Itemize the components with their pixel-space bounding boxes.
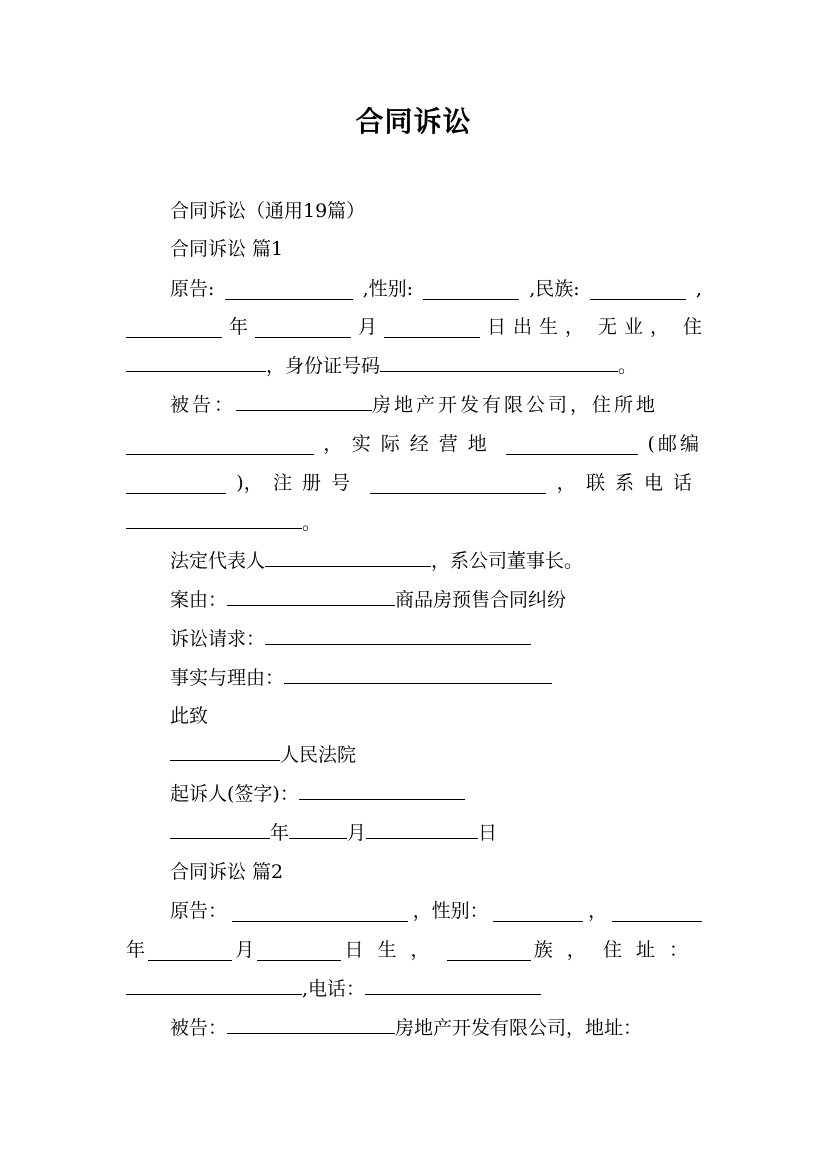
paragraph-plaintiff2-line2 <box>126 934 702 966</box>
blank-birth-year <box>612 900 702 922</box>
label-day: 日 <box>478 822 498 844</box>
blank-plaintiff-name <box>225 278 353 300</box>
label-ethnic: 族， <box>533 939 600 961</box>
blank-birth-year <box>126 316 222 338</box>
paragraph-plaintiff-line3 <box>126 350 637 382</box>
label-company: 房地产开发有限公司，住所地 <box>372 394 659 416</box>
claim-line <box>170 623 531 655</box>
punct-end: 。 <box>302 512 322 534</box>
punct-close: )， <box>236 472 263 494</box>
label-month: 月 <box>347 822 367 844</box>
label-claim: 诉讼请求： <box>170 628 266 650</box>
label-year: 年 <box>270 822 290 844</box>
paragraph-defendant-line3 <box>126 467 702 499</box>
blank-claim <box>265 623 531 645</box>
label-postal: (邮编 <box>647 433 702 455</box>
label-plaintiff: 原告： <box>170 900 228 922</box>
court-line <box>170 739 356 771</box>
label-plaintiff: 原告: <box>170 278 215 300</box>
blank-birth-day <box>384 316 480 338</box>
blank-day <box>366 817 478 839</box>
subtitle: 合同诉讼（通用19篇） <box>170 200 366 222</box>
label-born: 日出生， <box>486 316 591 338</box>
facts-line <box>170 662 552 694</box>
blank-domicile <box>126 433 314 455</box>
label-year: 年 <box>126 939 146 961</box>
paragraph-plaintiff-line2 <box>126 311 702 343</box>
label-facts: 事实与理由： <box>170 667 285 689</box>
label-court: 人民法院 <box>280 744 357 766</box>
blank-reg-number <box>370 472 546 494</box>
label-address: 住址： <box>602 939 702 961</box>
label-signer: 起诉人(签字)： <box>170 783 299 805</box>
label-legal-rep: 法定代表人 <box>170 550 266 572</box>
punct-comma: , <box>695 278 702 300</box>
label-defendant: 被告： <box>170 1017 228 1039</box>
label-id-number: ，身份证号码 <box>266 355 381 377</box>
blank-gender <box>493 900 583 922</box>
blank-address <box>126 350 266 372</box>
label-legal-rep-end: ，系公司董事长。 <box>431 550 584 572</box>
blank-ethnic <box>590 278 686 300</box>
label-year: 年 <box>228 316 248 338</box>
blank-phone <box>126 507 302 529</box>
blank-ethnic <box>447 939 531 961</box>
legal-representative-line <box>170 545 583 577</box>
label-month: 月 <box>357 316 377 338</box>
label-actual-address: 实际经营地 <box>351 433 497 455</box>
blank-facts <box>284 662 552 684</box>
label-company: 房地产开发有限公司，地址： <box>395 1017 643 1039</box>
label-gender: ,性别: <box>362 278 414 300</box>
punct-comma2: ， <box>556 472 576 494</box>
section-heading-part2: 合同诉讼 篇2 <box>170 861 284 883</box>
label-phone: ,电话： <box>302 978 366 1000</box>
paragraph-defendant-line1 <box>170 389 658 421</box>
label-ethnic: ,民族: <box>529 278 580 300</box>
blank-birth-month <box>148 939 232 961</box>
salutation: 此致 <box>170 705 209 727</box>
signer-line <box>170 778 465 810</box>
blank-month <box>289 817 347 839</box>
blank-birth-month <box>255 316 351 338</box>
punct-comma: ， <box>323 433 343 455</box>
paragraph-plaintiff2-line3 <box>126 973 541 1005</box>
label-defendant: 被告： <box>170 394 237 416</box>
label-born: 日生， <box>344 939 444 961</box>
blank-defendant-company <box>236 389 372 411</box>
date-line <box>170 817 497 849</box>
blank-year <box>170 817 270 839</box>
paragraph-defendant-line4 <box>126 507 321 539</box>
paragraph-defendant-line2 <box>126 428 702 460</box>
blank-postal-code <box>126 472 226 494</box>
blank-id-number <box>380 350 618 372</box>
paragraph-plaintiff-line1 <box>170 273 702 305</box>
label-live: 住 <box>682 316 702 338</box>
punct-comma: ， <box>588 900 608 922</box>
blank-court <box>170 739 280 761</box>
label-gender: ，性别： <box>412 900 489 922</box>
blank-address <box>126 973 302 995</box>
blank-gender <box>423 278 519 300</box>
blank-plaintiff-name <box>232 900 408 922</box>
section-heading-part1: 合同诉讼 篇1 <box>170 238 284 260</box>
blank-legal-rep <box>265 545 431 567</box>
cause-line <box>170 584 566 616</box>
blank-signer <box>299 778 465 800</box>
blank-defendant-company <box>227 1012 395 1034</box>
label-cause: 案由： <box>170 589 228 611</box>
label-jobless: 无业， <box>597 316 676 338</box>
label-reg-number: 注册号 <box>273 472 361 494</box>
page-title: 合同诉讼 <box>355 105 472 138</box>
paragraph-defendant2-line1 <box>170 1012 642 1044</box>
label-phone: 联系电话 <box>585 472 702 494</box>
blank-actual-address <box>506 433 638 455</box>
punct-end: 。 <box>618 355 638 377</box>
blank-phone <box>365 973 541 995</box>
blank-cause <box>227 584 395 606</box>
paragraph-plaintiff2-line1 <box>170 895 702 927</box>
cause-text: 商品房预售合同纠纷 <box>395 589 567 611</box>
blank-birth-day <box>257 939 341 961</box>
label-month: 月 <box>235 939 255 961</box>
